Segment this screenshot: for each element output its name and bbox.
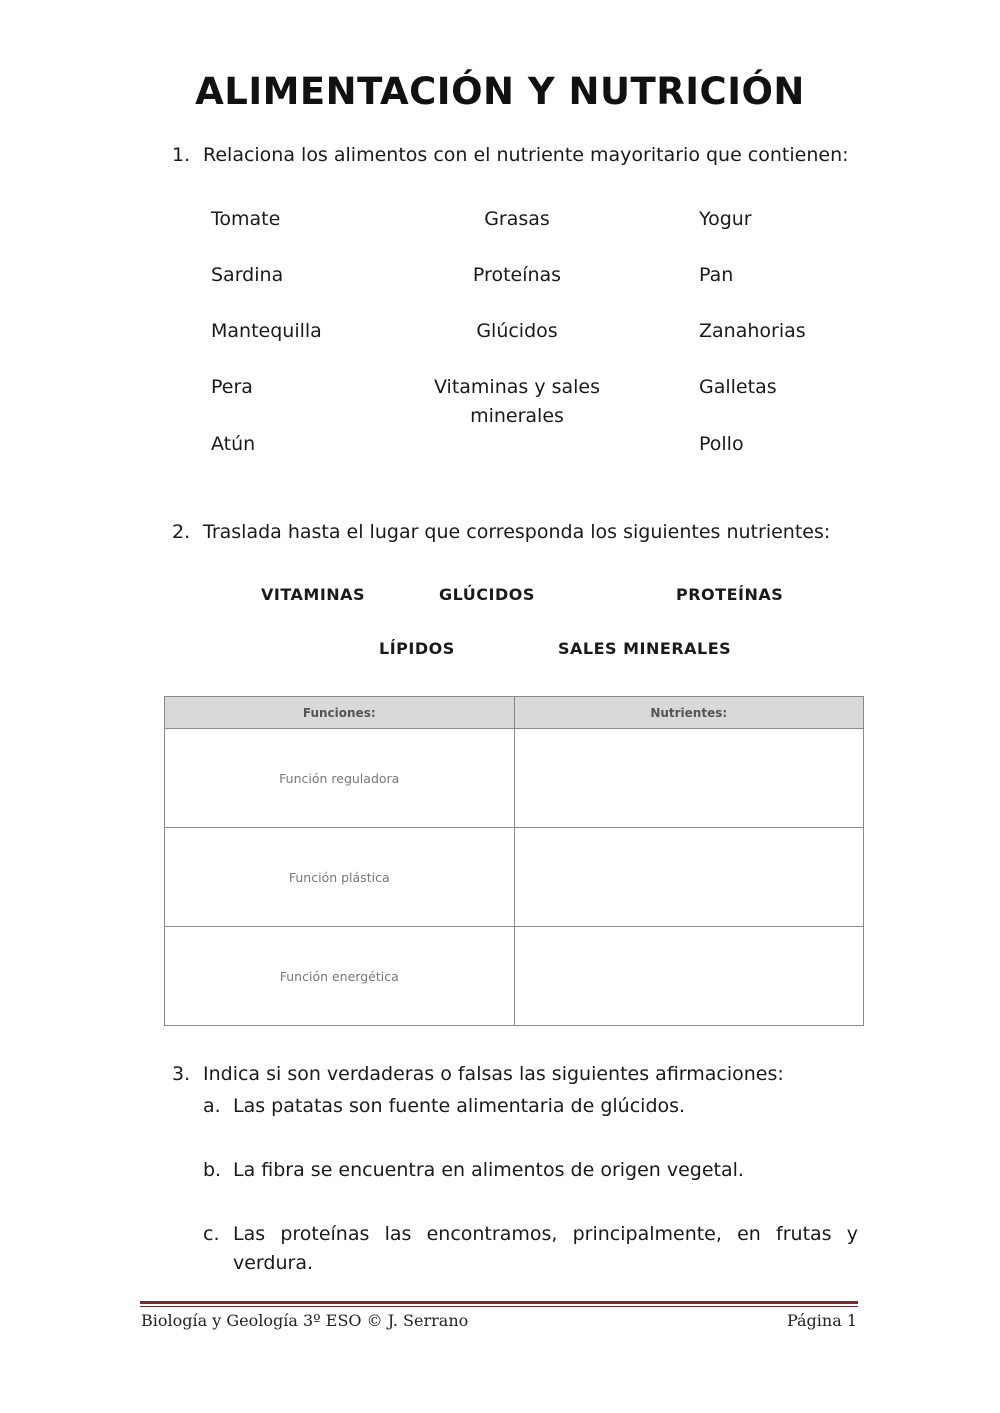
footer-divider [140, 1301, 858, 1304]
function-label: Función plástica [165, 828, 515, 927]
nutrient-item[interactable]: Glúcidos [476, 320, 558, 342]
nutrient-drop-zone[interactable] [514, 828, 864, 927]
nutrient-item[interactable]: Proteínas [472, 264, 562, 286]
statement-letter: c. [203, 1223, 220, 1245]
question-1 [172, 144, 849, 166]
statement-text: La fibra se encuentra en alimentos de origen vegetal. [233, 1159, 744, 1181]
header-nutrientes: Nutrientes: [514, 697, 864, 729]
food-left-item[interactable]: Mantequilla [211, 320, 322, 342]
statement-text-continued: verdura. [233, 1252, 314, 1274]
food-left-item[interactable]: Pera [211, 376, 253, 398]
draggable-nutrient[interactable]: PROTEÍNAS [676, 585, 784, 604]
footer-divider-thin [140, 1306, 858, 1307]
footer-course: Biología y Geología 3º ESO © J. Serrano [141, 1311, 469, 1330]
statement-b[interactable] [203, 1159, 744, 1181]
draggable-nutrient[interactable]: GLÚCIDOS [439, 585, 535, 604]
function-label: Función reguladora [165, 729, 515, 828]
food-right-item[interactable]: Pan [699, 264, 734, 286]
statement-text: Las patatas son fuente alimentaria de glúcidos. [233, 1095, 686, 1117]
question-3-text: Indica si son verdaderas o falsas las siguientes afirmaciones: [203, 1063, 784, 1085]
statement-a[interactable] [203, 1095, 685, 1117]
statement-c[interactable] [203, 1223, 858, 1274]
question-1-number: 1. [172, 144, 191, 166]
nutrient-item-continued: minerales [470, 405, 564, 427]
statement-letter: a. [203, 1095, 221, 1117]
draggable-nutrient[interactable]: VITAMINAS [261, 585, 366, 604]
header-funciones: Funciones: [165, 697, 515, 729]
table-row [165, 729, 864, 828]
nutrient-drop-zone[interactable] [514, 729, 864, 828]
question-2-number: 2. [172, 521, 191, 543]
food-left-item[interactable]: Atún [211, 433, 256, 455]
statement-letter: b. [203, 1159, 222, 1181]
question-3-number: 3. [172, 1063, 191, 1085]
draggable-nutrient[interactable]: LÍPIDOS [379, 639, 455, 658]
table-row [165, 927, 864, 1026]
draggable-nutrient[interactable]: SALES MINERALES [558, 639, 732, 658]
nutrient-drop-zone[interactable] [514, 927, 864, 1026]
footer-page-number: Página 1 [786, 1311, 857, 1330]
question-3 [172, 1063, 784, 1085]
nutrient-item[interactable]: Vitaminas y sales [433, 376, 601, 398]
table-row [165, 828, 864, 927]
function-label: Función energética [165, 927, 515, 1026]
table-header-row [165, 697, 864, 729]
food-right-item[interactable]: Yogur [699, 208, 752, 230]
food-right-item[interactable]: Galletas [699, 376, 777, 398]
food-left-item[interactable]: Tomate [211, 208, 281, 230]
food-right-item[interactable]: Pollo [699, 433, 744, 455]
nutrient-item[interactable]: Grasas [484, 208, 550, 230]
page-title: ALIMENTACIÓN Y NUTRICIÓN [195, 70, 805, 113]
food-right-item[interactable]: Zanahorias [699, 320, 806, 342]
question-1-text: Relaciona los alimentos con el nutriente mayoritario que contienen: [203, 144, 849, 166]
functions-table [164, 696, 864, 1026]
question-2 [172, 521, 830, 543]
food-left-item[interactable]: Sardina [211, 264, 284, 286]
question-2-text: Traslada hasta el lugar que corresponda los siguientes nutrientes: [203, 521, 831, 543]
statement-text: Las proteínas las encontramos, principalmente, en frutas y [233, 1223, 858, 1245]
